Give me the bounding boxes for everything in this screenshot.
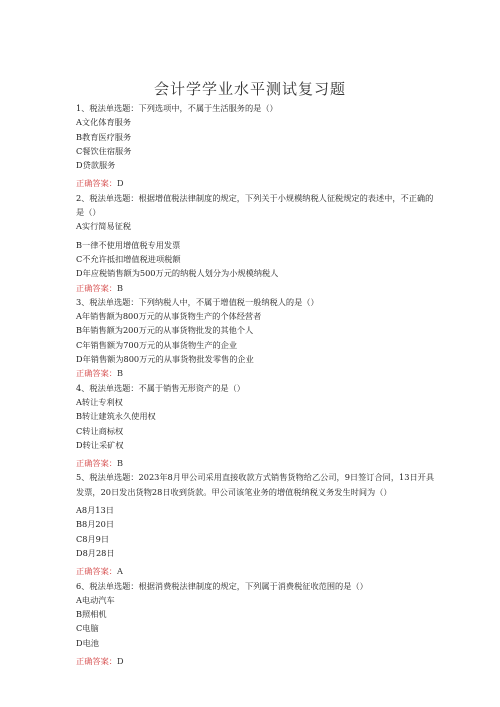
question-stem: 6、税法单选题：根据消费税法律制度的规定，下列属于消费税征收范围的是（） [76, 580, 368, 591]
option-c: C年销售额为700万元的从事货物生产的企业 [76, 339, 238, 350]
answer-label: 正确答案： [76, 178, 117, 189]
option-d: D转让采矿权 [76, 439, 124, 450]
option-d: D贷款服务 [76, 160, 116, 171]
option-b: B年销售额为200万元的从事货物批发的其他个人 [76, 325, 254, 336]
answer-label: 正确答案： [76, 655, 117, 666]
option-a: A电动汽车 [76, 594, 115, 605]
answer-value: D [116, 178, 124, 189]
answer-line [76, 176, 438, 190]
option-a: A8月13日 [76, 505, 114, 516]
question-4 [76, 381, 438, 471]
option-a: A实行简易征税 [76, 221, 132, 232]
question-6 [76, 579, 438, 669]
answer-line [76, 654, 438, 668]
question-3 [76, 295, 438, 381]
answer-value: B [116, 282, 123, 293]
option-a: A年销售额为800万元的从事货物生产的个体经营者 [76, 311, 262, 322]
answer-line [76, 281, 438, 295]
question-stem: 1、税法单选题：下列选项中，不属于生活服务的是（） [76, 103, 278, 113]
option-c: C不允许抵扣增值税进项税额 [76, 253, 181, 264]
option-d: D年应税销售额为500万元的纳税人划分为小规模纳税人 [76, 268, 279, 279]
answer-value: B [116, 458, 123, 469]
option-c: C电脑 [76, 623, 99, 634]
answer-line [76, 456, 438, 470]
option-c: C餐饮住宿服务 [76, 145, 132, 156]
answer-label: 正确答案： [76, 458, 117, 469]
question-stem: 3、税法单选题：下列纳税人中，不属于增值税一般纳税人的是（） [76, 296, 319, 307]
answer-label: 正确答案： [76, 566, 117, 577]
option-a: A文化体育服务 [76, 117, 132, 128]
option-a: A转让专利权 [76, 396, 123, 407]
question-2 [76, 191, 438, 295]
option-b: B照相机 [76, 609, 107, 620]
answer-line [76, 366, 438, 380]
answer-value: B [116, 368, 123, 379]
option-c: C转让商标权 [76, 425, 124, 436]
option-d: D8月28日 [76, 547, 115, 558]
answer-line [76, 564, 438, 578]
option-d: D年销售额为800万元的从事货物批发零售的企业 [76, 354, 254, 365]
option-b: B8月20日 [76, 519, 115, 530]
question-stem: 5、税法单选题：2023年8月甲公司采用直接收款方式销售货物给乙公司，9日签订合同，13日开具发票，20日发出货物28日收到货款。甲公司该笔业务的增值税纳税义务发生时间为（） [76, 472, 435, 497]
option-b: B教育医疗服务 [76, 131, 132, 142]
question-list [76, 101, 438, 668]
option-b: B转让建筑永久使用权 [76, 411, 156, 422]
question-1 [76, 101, 438, 191]
question-stem: 2、税法单选题：根据增值税法律制度的规定，下列关于小规模纳税人征税规定的表述中，不正确的是（） [76, 192, 434, 218]
answer-label: 正确答案： [76, 282, 117, 293]
option-d: D电池 [76, 637, 99, 648]
question-5 [76, 470, 438, 578]
option-b: B一律不使用增值税专用发票 [76, 239, 181, 250]
page-title: 会计学学业水平测试复习题 [153, 80, 346, 98]
answer-value: A [116, 566, 123, 577]
answer-label: 正确答案： [76, 368, 117, 379]
option-c: C8月9日 [76, 533, 110, 544]
answer-value: D [116, 655, 124, 666]
question-stem: 4、税法单选题：不属于销售无形资产的是（） [76, 382, 245, 393]
